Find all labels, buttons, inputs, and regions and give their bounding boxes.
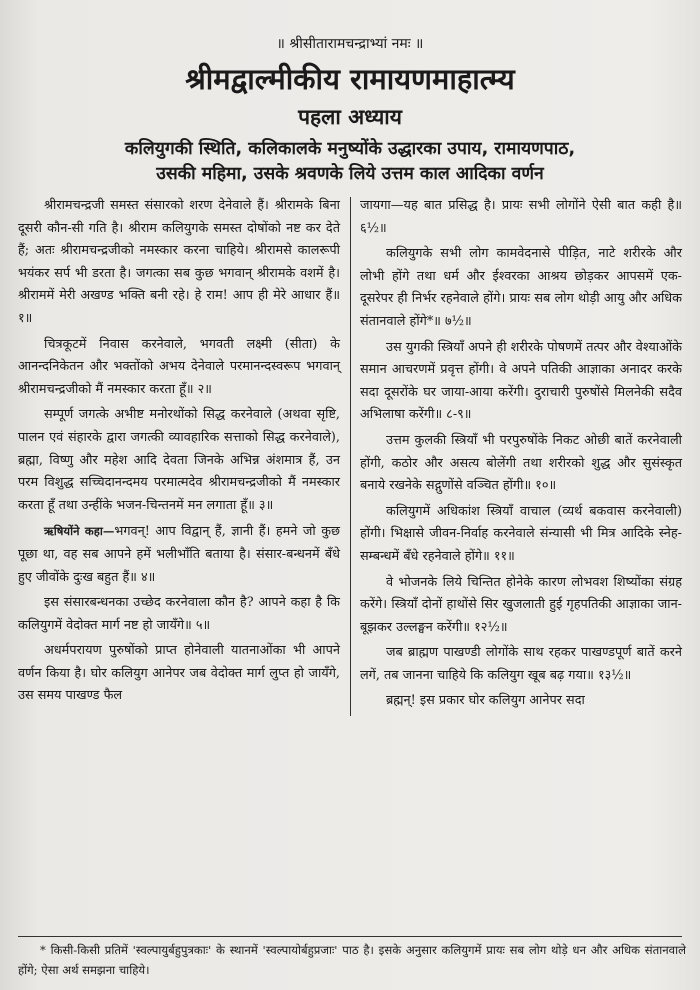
page-title: श्रीमद्वाल्मीकीय रामायणमाहात्म्य (185, 62, 515, 96)
verse-paragraph-4-text: भगवन्! आप विद्वान् हैं, ज्ञानी हैं। हमने जो कुछ पूछा था, वह सब आपने हमें भलीभाँति बताया है। संसार-बन्धनमें बँधे हुए जीवोंके दुःख बहुत हैं॥ ४॥ (18, 524, 340, 585)
verse-paragraph-13: जब ब्राह्मण पाखण्डी लोगोंके साथ रहकर पाखण्डपूर्ण बातें करने लगें, तब जानना चाहिये कि कलियुग खूब बढ़ गया॥ १३½॥ (360, 645, 682, 683)
right-column (360, 195, 682, 716)
verse-paragraph-12: वे भोजनके लिये चिन्तित होनेके कारण लोभवश शिष्योंका संग्रह करेंगे। स्त्रियाँ दोनों हाथोंसे सिर खुजलाती हुई गृहपतिकी आज्ञाका जान-बूझकर उल्लङ्घन करेंगी॥ १२½॥ (360, 574, 682, 635)
speaker-label: ऋषियोंने कहा— (44, 524, 115, 539)
verse-paragraph-14: ब्रह्मन्! इस प्रकार घोर कलियुग आनेपर सदा (386, 693, 585, 709)
verse-paragraph-1: श्रीरामचन्द्रजी समस्त संसारको शरण देनेवाले हैं। श्रीरामके बिना दूसरी कौन-सी गति है। श्रीराम कलियुगके समस्त दोषोंको नष्ट कर देते हैं; अतः श्रीरामचन्द्रजीको नमस्कार करना चाहिये। श्रीरामसे कालरूपी भयंकर सर्प भी डरता है। जगत्का सब कुछ भगवान् श्रीरामके वशमें है। श्रीराममें मेरी अखण्ड भक्ति बनी रहे। हे राम! आप ही मेरे आधार हैं॥ १॥ (18, 198, 340, 326)
chapter-subtitle (18, 137, 682, 187)
column-divider (350, 197, 351, 716)
verse-paragraph-10: उत्तम कुलकी स्त्रियाँ भी परपुरुषोंके निकट ओछी बातें करनेवाली होंगी, कठोर और असत्य बोलेंगी तथा शरीरको शुद्ध और सुसंस्कृत बनाये रखनेके सद्गुणोंसे वञ्चित होंगी॥ १०॥ (360, 432, 682, 494)
verse-paragraph-4 (18, 520, 340, 589)
left-column (18, 195, 340, 716)
invocation-line: ॥ श्रीसीतारामचन्द्राभ्यां नमः ॥ (276, 36, 424, 52)
verse-paragraph-11: कलियुगमें अधिकांश स्त्रियाँ वाचाल (व्यर्थ बकवास करनेवाली) होंगी। भिक्षासे जीवन-निर्वाह करनेवाले संन्यासी भी मित्र आदिके स्नेह-सम्बन्धमें बँधे रहनेवाले होंगे॥ ११॥ (360, 503, 682, 564)
verse-paragraph-3: सम्पूर्ण जगत्के अभीष्ट मनोरथोंको सिद्ध करनेवाले (अथवा सृष्टि, पालन एवं संहारके द्वारा जगत्की व्यावहारिक सत्ताको सिद्ध करनेवाले), ब्रह्मा, विष्णु और महेश आदि देवता जिनके अभिन्न अंशमात्र हैं, उन परम विशुद्ध सच्चिदानन्दमय परमात्मदेव श्रीरामचन्द्रजीको मैं नमस्कार करता हूँ तथा उन्हींके भजन-चिन्तनमें मन लगाता हूँ॥ ३॥ (18, 407, 340, 513)
verse-paragraph-8: उस युगकी स्त्रियाँ अपने ही शरीरके पोषणमें तत्पर और वेश्याओंके समान आचरणमें प्रवृत्त होंगी। वे अपने पतिकी आज्ञाका अनादर करके सदा दूसरोंके घर जाया-आया करेंगी। दुराचारी पुरुषोंसे मिलनेकी सदैव अभिलाषा करेंगी॥ ८-९॥ (360, 339, 682, 423)
verse-paragraph-7: कलियुगके सभी लोग कामवेदनासे पीड़ित, नाटे शरीरके और लोभी होंगे तथा धर्म और ईश्वरका आश्रय छोड़कर आपसमें एक-दूसरेपर ही निर्भर रहनेवाले होंगे। प्रायः सब लोग थोड़ी आयु और अधिक संतानवाले होंगे*॥ ७½॥ (360, 246, 682, 329)
chapter-heading: पहला अध्याय (298, 105, 402, 129)
verse-paragraph-6: अधर्मपरायण पुरुषोंको प्राप्त होनेवाली यातनाओंका भी आपने वर्णन किया है। घोर कलियुग आनेपर जब वेदोक्त मार्ग लुप्त हो जायँगे, उस समय पाखण्ड फैल (18, 643, 340, 704)
subtitle-line-1: कलियुगकी स्थिति, कलिकालके मनुष्योंके उद्धारका उपाय, रामायणपाठ, (124, 139, 576, 159)
footnote: * किसी-किसी प्रतिमें 'स्वल्पायुर्बहुपुत्रकाः' के स्थानमें 'स्वल्पायोर्बहुप्रजाः' पाठ है। इसके अनुसार कलियुगमें प्रायः सब लोग थोड़े धन और अधिक संतानवाले होंगे; ऐसा अर्थ समझना चाहिये। (18, 943, 686, 977)
footnote-divider (18, 936, 682, 937)
verse-paragraph-2: चित्रकूटमें निवास करनेवाले, भगवती लक्ष्मी (सीता) के आनन्दनिकेतन और भक्तोंको अभय देनेवाले परमानन्दस्वरूप भगवान् श्रीरामचन्द्रजीको मैं नमस्कार करता हूँ॥ २॥ (18, 336, 340, 397)
verse-paragraph-5: इस संसारबन्धनका उच्छेद करनेवाला कौन है? आपने कहा है कि कलियुगमें वेदोक्त मार्ग नष्ट हो जायँगे॥ ५॥ (18, 595, 340, 633)
subtitle-line-2: उसकी महिमा, उसके श्रवणके लिये उत्तम काल आदिका वर्णन (156, 164, 544, 184)
verse-paragraph-continued: जायगा—यह बात प्रसिद्ध है। प्रायः सभी लोगोंने ऐसी बात कही है॥ ६½॥ (360, 198, 682, 236)
text-columns (18, 195, 682, 716)
